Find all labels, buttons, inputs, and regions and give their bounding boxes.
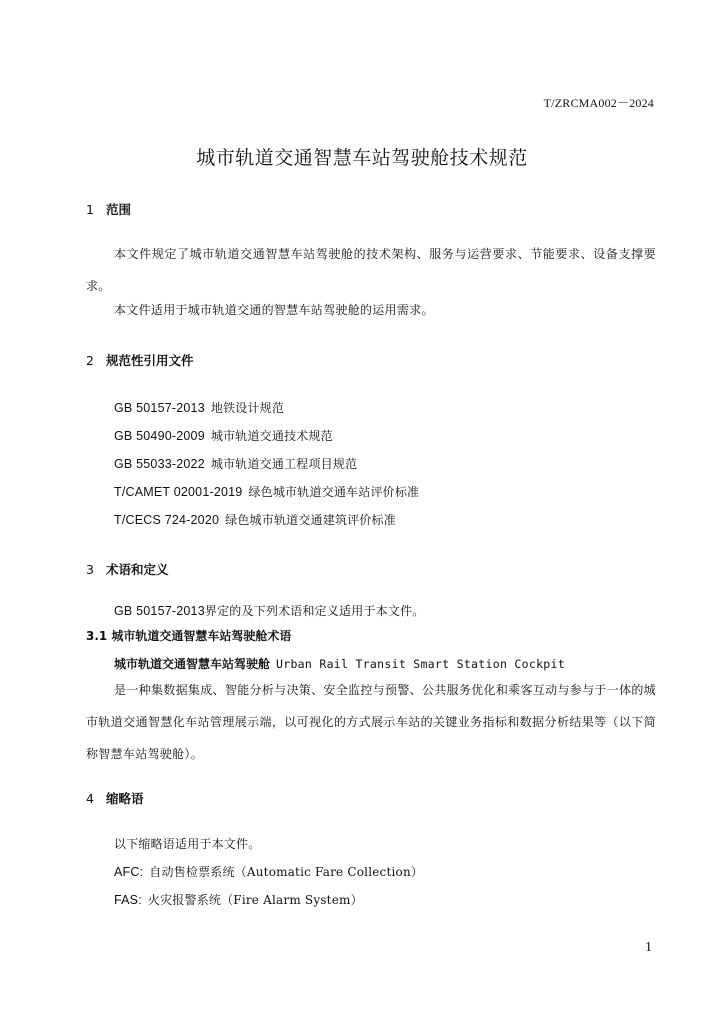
page-number: 1 [645, 940, 652, 955]
section-2-heading [86, 351, 194, 369]
term-entry [114, 655, 565, 672]
terms-intro [114, 602, 424, 619]
reference-item [114, 399, 284, 416]
section-1-paragraph-1: 本文件规定了城市轨道交通智慧车站驾驶舱的技术架构、服务与运营要求、节能要求、设备支撑要求。 [86, 247, 656, 293]
reference-name: 地铁设计规范 [210, 401, 285, 415]
terms-intro-text: 界定的及下列术语和定义适用于本文件。 [204, 604, 425, 618]
document-title: 城市轨道交通智慧车站驾驶舱技术规范 [196, 147, 528, 169]
section-title: 术语和定义 [106, 562, 169, 577]
section-4-heading [86, 789, 144, 807]
abbreviation: AFC: [114, 865, 144, 879]
section-1-paragraph-2: 本文件适用于城市轨道交通的智慧车站驾驶舱的运用需求。 [114, 303, 434, 317]
reference-name: 城市轨道交通技术规范 [210, 429, 333, 443]
term-definition: 是一种集数据集成、智能分析与决策、安全监控与预警、公共服务优化和乘客互动与参与于一体的城市轨道交通智慧化车站管理展示端，以可视化的方式展示车站的关键业务指标和数据分析结果等（以下简称智慧车站驾驶舱）。 [86, 683, 656, 761]
section-number: 2 [86, 353, 94, 368]
abbreviations-intro: 以下缩略语适用于本文件。 [114, 837, 261, 851]
section-number: 1 [86, 202, 94, 217]
reference-code: T/CAMET 02001-2019 [114, 485, 243, 499]
section-title: 缩略语 [106, 791, 144, 806]
section-title: 范围 [106, 202, 132, 217]
abbreviation: FAS: [114, 893, 142, 907]
reference-name: 绿色城市轨道交通建筑评价标准 [225, 513, 396, 527]
reference-name: 绿色城市轨道交通车站评价标准 [248, 485, 420, 499]
abbreviation-item [114, 891, 363, 908]
reference-code: GB 50157-2013 [114, 401, 205, 415]
terms-intro-code: GB 50157-2013 [114, 604, 205, 618]
abbreviation-expansion: 自动售检票系统（Automatic Fare Collection） [149, 865, 424, 879]
document-code: T/ZRCMA002－2024 [543, 96, 654, 110]
reference-code: GB 55033-2022 [114, 457, 205, 471]
section-1-heading [86, 200, 131, 218]
term-chinese: 城市轨道交通智慧车站驾驶舱 [114, 657, 271, 671]
section-3-heading [86, 560, 169, 578]
subsection-3-1-heading: 3.1 城市轨道交通智慧车站驾驶舱术语 [86, 629, 292, 643]
reference-code: T/CECS 724-2020 [114, 513, 220, 527]
section-number: 4 [86, 791, 94, 806]
term-english: Urban Rail Transit Smart Station Cockpit [276, 657, 565, 671]
section-title: 规范性引用文件 [106, 353, 194, 368]
reference-name: 城市轨道交通工程项目规范 [210, 457, 358, 471]
abbreviation-item [114, 863, 423, 880]
reference-item [114, 511, 396, 528]
abbreviation-expansion: 火灾报警系统（Fire Alarm System） [147, 893, 363, 907]
reference-item [114, 483, 419, 500]
reference-code: GB 50490-2009 [114, 429, 205, 443]
reference-item [114, 427, 333, 444]
reference-item [114, 455, 357, 472]
section-number: 3 [86, 562, 94, 577]
